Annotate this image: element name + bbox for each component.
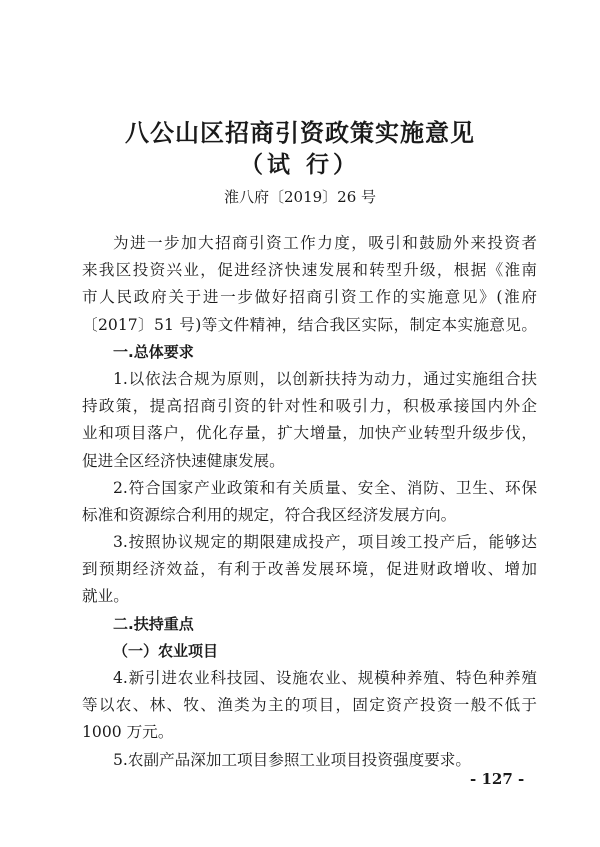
subsection-heading: （一）农业项目 (113, 641, 219, 660)
text-line: 到预期经济效益，有利于改善发展环境，促进财政增收、增加 (82, 560, 537, 579)
text-line: 3.按照协议规定的期限建成投产，项目竣工投产后，能够达 (113, 533, 537, 552)
text-line: 持政策，提高招商引资的针对性和吸引力，积极承接国内外企 (82, 397, 537, 416)
document-subtitle: （试 行） (239, 152, 360, 178)
section-heading: 二.扶持重点 (113, 614, 194, 633)
section-heading: 一.总体要求 (113, 342, 194, 361)
intro-paragraph (82, 230, 537, 339)
item-1-paragraph (82, 366, 537, 475)
text-line: 1.以依法合规为原则，以创新扶持为动力，通过实施组合扶 (113, 369, 537, 388)
text-line: 2.符合国家产业政策和有关质量、安全、消防、卫生、环保 (113, 478, 537, 497)
item-3-paragraph (82, 529, 537, 611)
document-number: 淮八府〔2019〕26 号 (223, 188, 377, 206)
text-line: 5.农副产品深加工项目参照工业项目投资强度要求。 (113, 750, 471, 769)
text-line: 就业。 (82, 587, 129, 606)
item-4-paragraph (82, 665, 537, 747)
item-2-paragraph (82, 475, 537, 529)
text-line: 〔2017〕51 号)等文件精神，结合我区实际，制定本实施意见。 (82, 315, 537, 334)
item-5-paragraph (82, 747, 537, 774)
text-line: 1000 万元。 (82, 723, 174, 742)
document-title: 八公山区招商引资政策实施意见 (125, 119, 475, 147)
text-line: 等以农、林、牧、渔类为主的项目，固定资产投资一般不低于 (82, 696, 537, 715)
text-line: 业和项目落户，优化存量，扩大增量，加快产业转型升级步伐， (82, 424, 537, 443)
text-line: 标准和资源综合利用的规定，符合我区经济发展方向。 (82, 505, 457, 524)
page-number: - 127 - (470, 770, 525, 788)
text-line: 促进全区经济快速健康发展。 (82, 451, 285, 470)
text-line: 4.新引进农业科技园、设施农业、规模种养殖、特色种养殖 (113, 669, 537, 687)
text-line: 来我区投资兴业，促进经济快速发展和转型升级，根据《淮南 (82, 261, 537, 280)
document-body (82, 230, 537, 774)
text-line: 为进一步加大招商引资工作力度，吸引和鼓励外来投资者 (113, 234, 537, 252)
text-line: 市人民政府关于进一步做好招商引资工作的实施意见》(淮府 (82, 288, 537, 307)
